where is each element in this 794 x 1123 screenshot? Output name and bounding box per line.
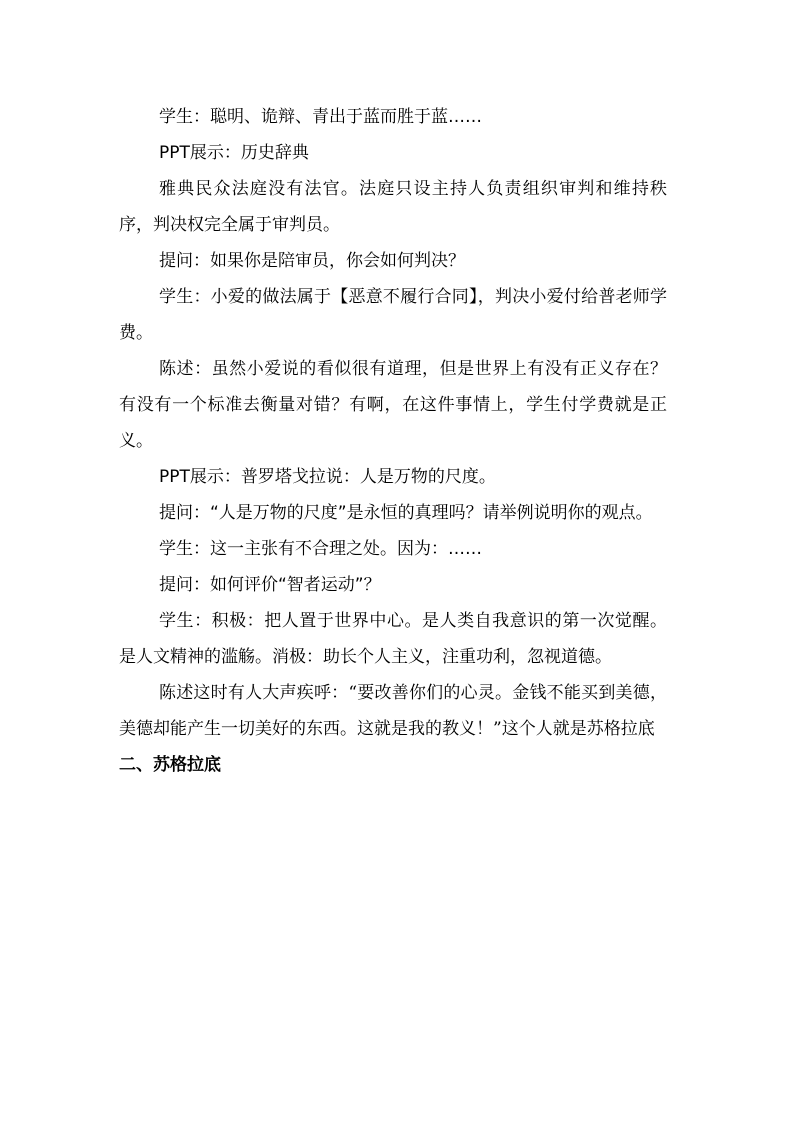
paragraph-student-answer-1: 学生：聪明、诡辩、青出于蓝而胜于蓝……: [159, 107, 482, 127]
paragraph-ppt-protagoras: PPT展示：普罗塔戈拉说：人是万物的尺度。: [159, 467, 496, 487]
paragraph-socrates-quote: [119, 675, 667, 747]
paragraph-question-measure: 提问：“人是万物的尺度”是永恒的真理吗？请举例说明你的观点。: [159, 503, 653, 523]
paragraph-student-evaluation: 学生：积极：把人置于世界中心。是人类自我意识的第一次觉醒。是人文精神的滥觞。消极：助长个人主义，注重功利，忽视道德。: [119, 611, 667, 667]
paragraph-question-sophists: 提问：如何评价“智者运动”？: [159, 575, 381, 595]
socrates-quote-text: “要改善你们的心灵。金钱不能买到美德，美德却能产生一切美好的东西。这就是我的教义！”: [119, 683, 667, 739]
section-heading: 二、苏格拉底: [119, 755, 221, 775]
quote-tail-text: 这个人就是苏格拉底: [501, 719, 655, 739]
paragraph-student-unreasonable: 学生：这一主张有不合理之处。因为：……: [159, 539, 482, 559]
paragraph-student-verdict: 学生：小爱的做法属于【恶意不履行合同】，判决小爱付给普老师学费。: [119, 287, 667, 343]
paragraph-question-juror: 提问：如果你是陪审员，你会如何判决？: [159, 251, 465, 271]
paragraph-ppt-history-dictionary: PPT展示：历史辞典: [159, 143, 309, 163]
document-body: [119, 99, 667, 783]
quote-lead-text: 陈述这时有人大声疾呼：: [159, 683, 349, 703]
paragraph-athens-court: 雅典民众法庭没有法官。法庭只设主持人负责组织审判和维持秩序，判决权完全属于审判员。: [119, 179, 667, 235]
paragraph-statement-justice: 陈述：虽然小爱说的看似很有道理，但是世界上有没有正义存在？有没有一个标准去衡量对错？有啊，在这件事情上，学生付学费就是正义。: [119, 359, 667, 451]
